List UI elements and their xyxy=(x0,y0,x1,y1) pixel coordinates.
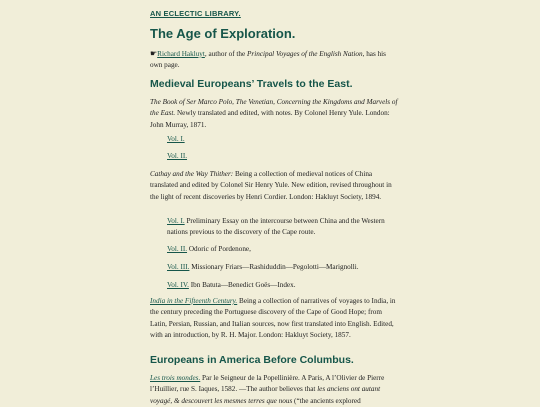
polo-vol-2-link[interactable]: Vol. II. xyxy=(167,152,188,160)
intro-paragraph: ☛Richard Hakluyt, author of the Principal Voyages of the English Nation, has his own page. xyxy=(150,49,386,70)
volume-item: Vol. II. Odoric of Pordenone, xyxy=(167,245,251,253)
marco-polo-title: The Book of Ser Marco Polo, The Venetian, Concerning the Kingdoms and Marvels of the East. xyxy=(150,98,398,118)
volume-item xyxy=(167,151,398,162)
cathay-title: Cathay and the Way Thither: xyxy=(150,170,234,178)
cathay-vol-2-link[interactable]: Vol. II. xyxy=(167,245,188,253)
section-heading-east: Medieval Europeans’ Travels to the East. xyxy=(150,78,353,90)
cathay-vol-1-link[interactable]: Vol. I. xyxy=(167,217,185,225)
volume-item: Vol. IV. Ibn Batuta—Benedict Goës—Index. xyxy=(167,281,296,289)
india-entry: India in the Fifteenth Century. Being a collection of narratives of voyages to India, in the century preceding the Portuguese discovery of the Cape of Good Hope; from Latin, Persian, Russian, and Italian sources, now first translated into English. Edited, with an introduction, by R. H. Major. London: Hakluyt Society, 1857. xyxy=(150,297,396,339)
volume-item xyxy=(167,134,398,145)
trois-mondes-entry: Les trois mondes. Par le Seigneur de la Popellinière. A Paris, A l’Olivier de Pierre l’Huillier, rue S. Iaques, 1582. —The author believes that les anciens ont autant voyagé, & descouvert les mesmes terres que nous (“the ancients explored xyxy=(150,374,385,405)
polo-vol-1-link[interactable]: Vol. I. xyxy=(167,135,185,143)
section-heading-america: Europeans in America Before Columbus. xyxy=(150,354,354,366)
cathay-vol-3-link[interactable]: Vol. III. xyxy=(167,263,190,271)
site-link-text[interactable]: AN ECLECTIC LIBRARY xyxy=(150,9,239,18)
pointing-hand-icon: ☛ xyxy=(150,49,158,58)
cathay-vol-4-link[interactable]: Vol. IV. xyxy=(167,281,189,289)
site-link-dot: . xyxy=(238,9,241,18)
india-link[interactable]: India in the Fifteenth Century. xyxy=(150,297,238,305)
cathay-entry: Cathay and the Way Thither: Being a collection of medieval notices of China translated and edited by Colonel Sir Henry Yule. New edition, revised throughout in the light of recent discoveries by Henri Cordier. London: Hakluyt Society, 1894. xyxy=(150,170,392,201)
marco-polo-entry: The Book of Ser Marco Polo, The Venetian, Concerning the Kingdoms and Marvels of the East. Newly translated and edited, with notes. By Colonel Henry Yule. London: John Murray, 1871. xyxy=(150,98,398,129)
hakluyt-link[interactable]: Richard Hakluyt xyxy=(157,50,205,58)
trois-mondes-link[interactable]: Les trois mondes. xyxy=(150,374,201,382)
site-header-link[interactable] xyxy=(150,9,241,18)
volume-item: Vol. I. Preliminary Essay on the intercourse between China and the Western nations previous to the discovery of the Cape route. xyxy=(167,217,385,237)
volume-item: Vol. III. Missionary Friars—Rashiduddin—Pegolotti—Marignolli. xyxy=(167,263,359,271)
page-title: The Age of Exploration. xyxy=(150,26,296,41)
